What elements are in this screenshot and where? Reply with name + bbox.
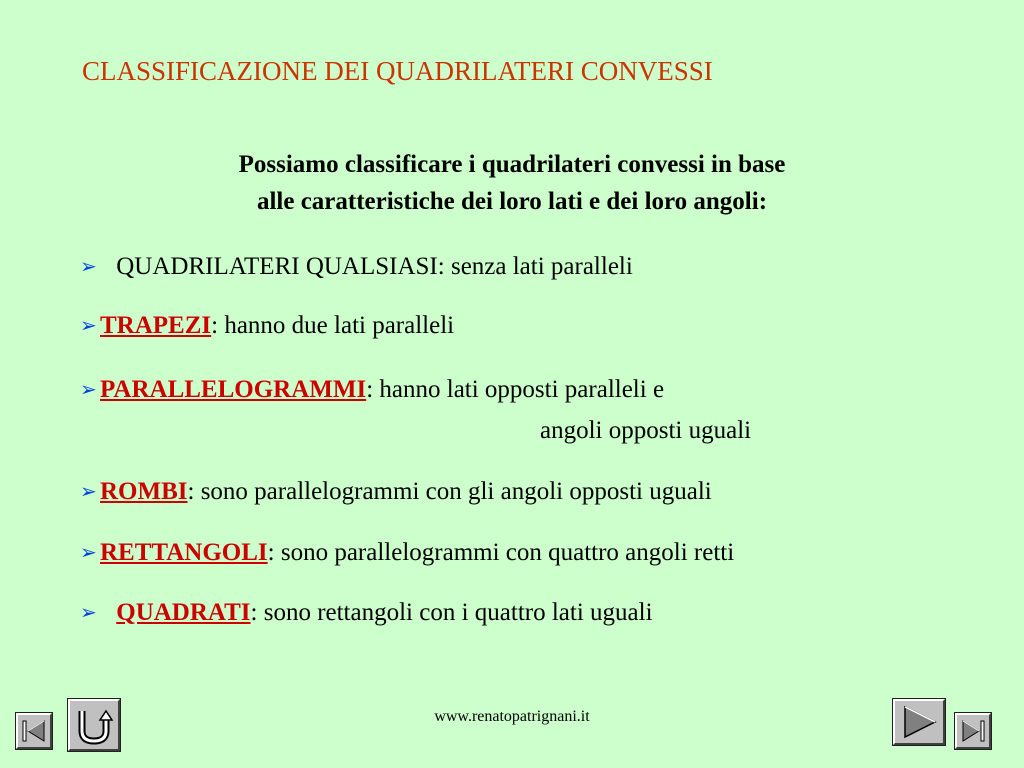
item-term-link[interactable]: RETTANGOLI	[100, 539, 268, 566]
item-term-plain: QUADRILATERI QUALSIASI	[116, 253, 438, 280]
arrow-bullet-icon: ➢	[80, 481, 97, 503]
first-page-button[interactable]	[16, 713, 52, 749]
item-term-link[interactable]: ROMBI	[100, 478, 188, 505]
item-desc: : hanno due lati paralleli	[211, 312, 455, 339]
arrow-bullet-icon: ➢	[80, 315, 97, 337]
footer-url: www.renatopatrignani.it	[434, 708, 590, 725]
item-desc: : senza lati paralleli	[437, 253, 633, 280]
item-desc: : sono parallelogrammi con gli angoli opposti uguali	[187, 478, 712, 505]
item-desc: : sono rettangoli con i quattro lati uguali	[250, 599, 653, 626]
item-term-link[interactable]: TRAPEZI	[100, 312, 212, 339]
list-item-qualsiasi	[80, 250, 633, 284]
item-desc: : sono parallelogrammi con quattro angoli retti	[267, 539, 735, 566]
intro-text	[0, 146, 1024, 220]
arrow-bullet-icon: ➢	[80, 602, 97, 624]
next-page-button[interactable]	[893, 699, 945, 745]
return-button[interactable]	[68, 699, 120, 751]
list-item-rombi	[80, 475, 712, 509]
item-desc-continuation: angoli opposti uguali	[540, 417, 752, 444]
intro-line-2: alle caratteristiche dei loro lati e dei loro angoli:	[256, 188, 768, 215]
list-item-quadrati	[80, 596, 653, 630]
item-desc: : hanno lati opposti paralleli e	[366, 376, 665, 403]
intro-line-1: Possiamo classificare i quadrilateri convessi in base	[238, 151, 786, 178]
list-item-rettangoli	[80, 536, 734, 570]
arrow-bullet-icon: ➢	[80, 542, 97, 564]
arrow-bullet-icon: ➢	[80, 256, 97, 278]
arrow-bullet-icon: ➢	[80, 379, 97, 401]
item-term-link[interactable]: QUADRATI	[116, 599, 251, 626]
last-page-button[interactable]	[955, 713, 991, 749]
list-item-trapezi	[80, 309, 454, 343]
list-item-parallelogrammi	[80, 373, 664, 407]
first-page-icon	[18, 715, 50, 747]
last-page-icon	[957, 715, 989, 747]
next-page-icon	[895, 701, 943, 743]
slide-title: CLASSIFICAZIONE DEI QUADRILATERI CONVESSI	[82, 56, 713, 86]
item-term-link[interactable]: PARALLELOGRAMMI	[100, 376, 367, 403]
return-icon	[70, 701, 118, 749]
